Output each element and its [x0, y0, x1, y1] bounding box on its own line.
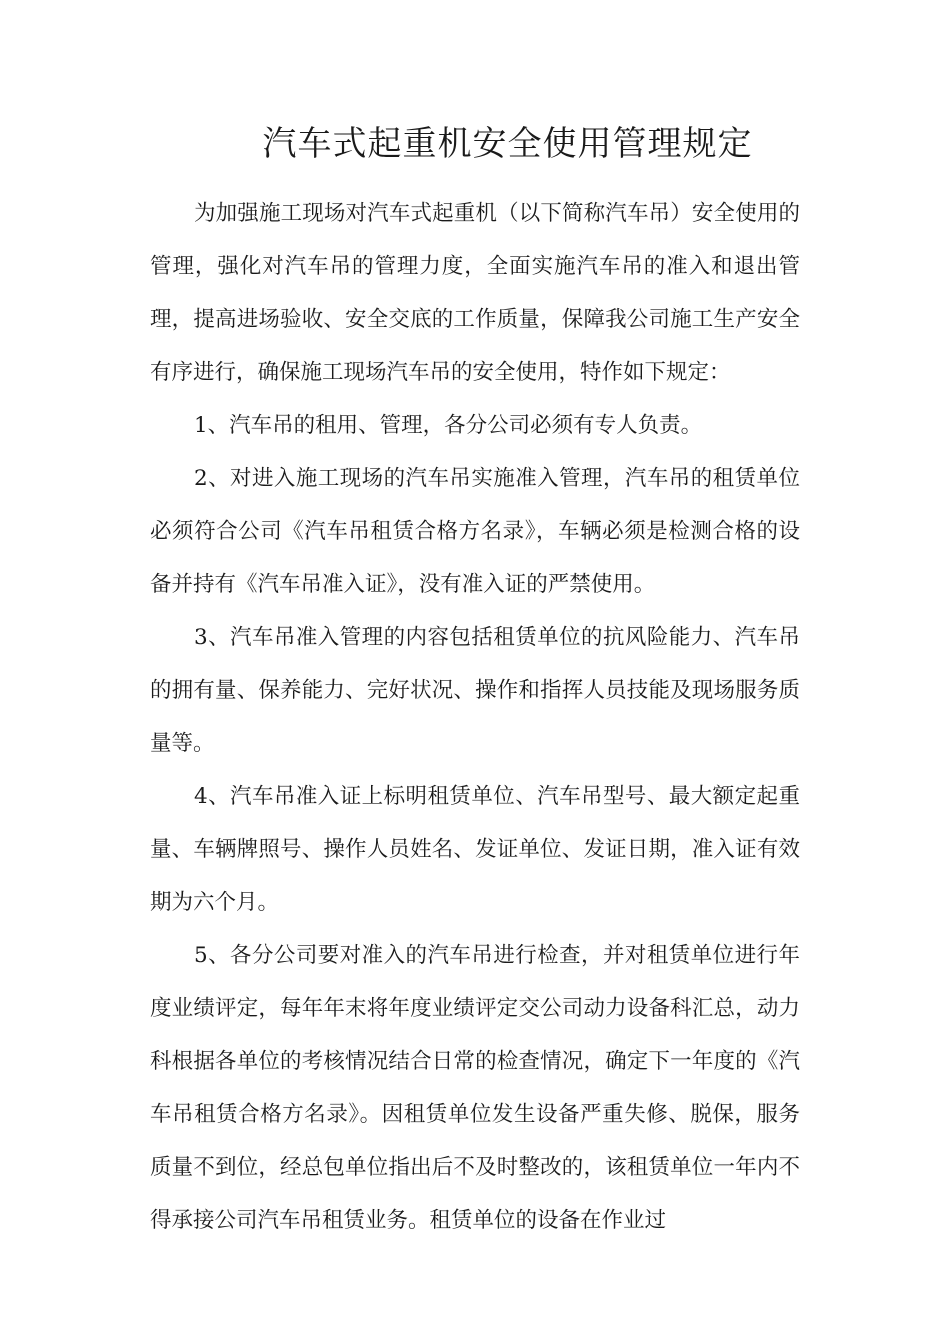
clause-4-paragraph: 4、汽车吊准入证上标明租赁单位、汽车吊型号、最大额定起重量、车辆牌照号、操作人员姓名、发证单位、发证日期，准入证有效期为六个月。: [150, 784, 800, 915]
intro-paragraph: 为加强施工现场对汽车式起重机（以下简称汽车吊）安全使用的管理，强化对汽车吊的管理力度，全面实施汽车吊的准入和退出管理，提高进场验收、安全交底的工作质量，保障我公司施工生产安全有序进行，确保施工现场汽车吊的安全使用，特作如下规定：: [150, 201, 800, 385]
clause-1-paragraph: 1、汽车吊的租用、管理，各分公司必须有专人负责。: [194, 413, 703, 438]
document-body: [150, 187, 800, 1247]
clause-5-paragraph: 5、各分公司要对准入的汽车吊进行检查，并对租赁单位进行年度业绩评定，每年年末将年度业绩评定交公司动力设备科汇总，动力科根据各单位的考核情况结合日常的检查情况，确定下一年度的《汽车吊租赁合格方名录》。因租赁单位发生设备严重失修、脱保，服务质量不到位，经总包单位指出后不及时整改的，该租赁单位一年内不得承接公司汽车吊租赁业务。租赁单位的设备在作业过: [150, 943, 800, 1233]
clause-2-paragraph: 2、对进入施工现场的汽车吊实施准入管理，汽车吊的租赁单位必须符合公司《汽车吊租赁合格方名录》，车辆必须是检测合格的设备并持有《汽车吊准入证》，没有准入证的严禁使用。: [150, 466, 800, 597]
document-title: 汽车式起重机安全使用管理规定: [262, 124, 753, 164]
clause-3-paragraph: 3、汽车吊准入管理的内容包括租赁单位的抗风险能力、汽车吊的拥有量、保养能力、完好状况、操作和指挥人员技能及现场服务质量等。: [150, 625, 800, 756]
